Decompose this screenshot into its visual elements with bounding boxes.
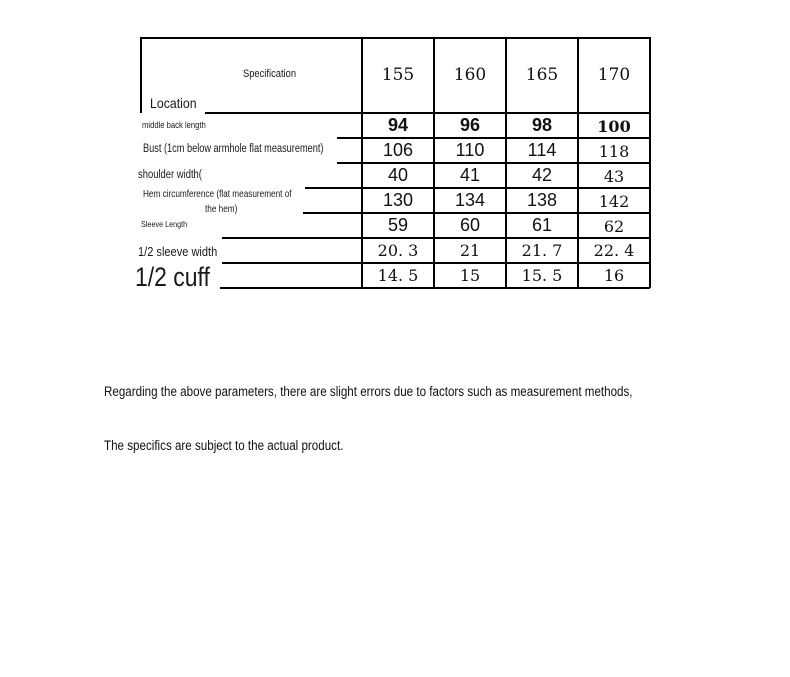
row-label-hem-line2: the hem) — [205, 204, 238, 215]
row-label-bust: Bust (1cm below armhole flat measurement) — [143, 143, 324, 155]
cell-half-cuff-160: 15 — [459, 266, 481, 285]
row-label-half-cuff: 1/2 cuff — [135, 262, 210, 292]
size-header-160: 160 — [453, 65, 487, 85]
cell-half-sleeve-width-165: 21. 7 — [521, 241, 563, 260]
cell-middle-back-155: 94 — [387, 115, 409, 135]
cell-sleeve-length-165: 61 — [531, 215, 553, 235]
cell-sleeve-length-160: 60 — [459, 215, 481, 235]
cell-hem-155: 130 — [382, 190, 414, 210]
cell-bust-155: 106 — [382, 140, 414, 160]
specification-header: Specification — [243, 68, 297, 80]
cell-sleeve-length-170: 62 — [603, 217, 625, 236]
cell-bust-160: 110 — [455, 140, 485, 160]
cell-shoulder-165: 42 — [531, 165, 553, 185]
measurement-disclaimer: Regarding the above parameters, there are slight errors due to factors such as measurement methods, — [104, 384, 633, 399]
row-label-sleeve-length: Sleeve Length — [141, 219, 188, 229]
cell-half-cuff-170: 16 — [603, 266, 625, 285]
product-disclaimer: The specifics are subject to the actual product. — [104, 438, 344, 453]
cell-shoulder-160: 41 — [459, 165, 481, 185]
size-header-155: 155 — [381, 65, 415, 85]
cell-middle-back-165: 98 — [531, 115, 553, 135]
row-label-half-sleeve-width: 1/2 sleeve width — [138, 244, 218, 259]
cell-sleeve-length-155: 59 — [387, 215, 409, 235]
cell-half-cuff-165: 15. 5 — [521, 266, 563, 285]
cell-half-sleeve-width-160: 21 — [459, 241, 481, 260]
row-label-hem-line1: Hem circumference (flat measurement of — [143, 189, 292, 200]
cell-middle-back-160: 96 — [459, 115, 481, 135]
table-left-border — [140, 37, 142, 113]
size-header-170: 170 — [597, 65, 631, 85]
cell-hem-170: 142 — [598, 192, 630, 211]
cell-half-sleeve-width-170: 22. 4 — [593, 241, 635, 260]
size-header-165: 165 — [525, 65, 559, 85]
cell-hem-160: 134 — [454, 190, 486, 210]
cell-half-cuff-155: 14. 5 — [377, 266, 419, 285]
cell-shoulder-170: 43 — [603, 167, 625, 186]
cell-bust-170: 118 — [598, 142, 630, 161]
cell-bust-165: 114 — [527, 140, 557, 160]
cell-hem-165: 138 — [526, 190, 558, 210]
row-label-middle-back-length: middle back length — [142, 120, 206, 130]
cell-half-sleeve-width-155: 20. 3 — [377, 241, 419, 260]
cell-middle-back-170: 100 — [597, 117, 631, 136]
location-header: Location — [150, 95, 197, 111]
row-label-shoulder-width: shoulder width( — [138, 169, 202, 181]
cell-shoulder-155: 40 — [387, 165, 409, 185]
